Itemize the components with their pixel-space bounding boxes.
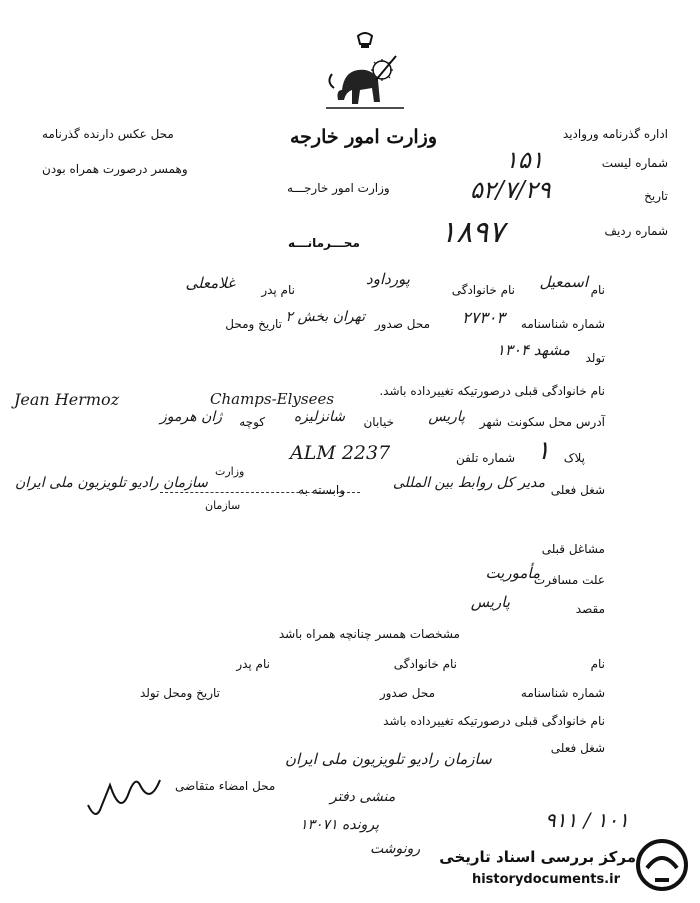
row-number-label: شماره ردیف <box>604 224 668 238</box>
first-name-label: نام <box>590 283 605 297</box>
ministry-label: وزارت <box>215 465 245 478</box>
ministry-subtitle: وزارت امور خارجـــه <box>287 181 390 195</box>
first-name-value: اسمعیل <box>539 273 588 291</box>
companion-heading: مشخصات همسر چنانچه همراه باشد <box>278 627 460 641</box>
travel-purpose-value: مأموریت <box>485 564 540 582</box>
dependent-label: وابسته به <box>298 483 345 497</box>
alley-label: کوچه <box>239 415 265 429</box>
signature-label: محل امضاء متقاضی <box>175 779 276 793</box>
companion-issue-label: محل صدور <box>379 686 435 700</box>
destination-value: پاریس <box>470 593 510 611</box>
companion-father-label: نام پدر <box>236 657 270 671</box>
companion-family-label: نام خانوادگی <box>393 657 457 671</box>
date-value: ۵۲/۷/۲۹ <box>470 176 551 204</box>
applicant-signature <box>80 765 175 825</box>
previous-jobs-label: مشاغل قبلی <box>541 542 605 556</box>
watermark-url: historydocuments.ir <box>471 872 620 887</box>
row-number-value: ۱۸۹۷ <box>440 215 505 250</box>
footer-note-1: سازمان رادیو تلویزیون ملی ایران <box>285 750 492 768</box>
phone-label: شماره تلفن <box>455 451 515 465</box>
archive-logo-icon <box>635 838 690 893</box>
companion-id-label: شماره شناسنامه <box>520 686 605 700</box>
plate-value: ۱ <box>536 436 550 466</box>
birth-label: تولد <box>585 351 605 365</box>
office-label: اداره گذرنامه وروادید <box>562 127 668 141</box>
companion-name-label: نام <box>590 657 605 671</box>
list-number-label: شماره لیست <box>601 156 668 170</box>
organization-label: سازمان <box>205 499 241 512</box>
companion-photo-label: وهمسر درصورت همراه بودن <box>42 162 188 176</box>
travel-purpose-label: علت مسافرت <box>533 573 605 587</box>
footer-note-2: منشی دفتر <box>330 789 396 805</box>
city-value: پاریس <box>428 409 465 425</box>
alley-value: ژان هرموز <box>160 409 222 425</box>
family-name-value: پورداود <box>366 270 410 288</box>
companion-prev-family-label: نام خانوادگی قبلی درصورتیکه تغییرداده باشد <box>383 714 605 728</box>
city-label: شهر <box>479 415 502 429</box>
address-label: آدرس محل سکونت <box>506 415 605 429</box>
footer-note-4: رونوشت <box>370 841 421 857</box>
issue-place-value: تهران بخش ۲ <box>285 309 365 325</box>
confidential-label: محـــرمانـــه <box>288 236 360 250</box>
birth-value: مشهد ۱۳۰۴ <box>496 341 570 359</box>
current-job-value: مدیر کل روابط بین المللی <box>392 475 545 491</box>
phone-value: ALM 2237 <box>290 442 391 464</box>
date-label: تاریخ <box>644 189 668 203</box>
father-name-value: غلامعلی <box>185 274 235 292</box>
issue-place-label: محل صدور <box>374 317 430 331</box>
watermark-persian: مرکز بررسی اسناد تاریخی <box>439 848 636 866</box>
ministry-line <box>160 492 360 493</box>
ministry-value: سازمان رادیو تلویزیون ملی ایران <box>15 475 208 491</box>
lion-and-sun-emblem-icon <box>320 30 410 115</box>
companion-birth-label: تاریخ ومحل تولد <box>139 686 220 700</box>
ministry-title: وزارت امور خارجه <box>290 126 438 148</box>
footer-note-3: پرونده ۱۳۰۷۱ <box>300 817 380 833</box>
list-number-value: ۱۵۱ <box>505 146 544 174</box>
current-job-label: شغل فعلی <box>550 483 605 497</box>
photo-place-label: محل عکس دارنده گذرنامه <box>42 127 174 141</box>
father-name-label: نام پدر <box>261 283 295 297</box>
companion-job-label: شغل فعلی <box>550 741 605 755</box>
address-latin-2: Champs-Elysees <box>210 390 335 408</box>
street-label: خیابان <box>363 415 394 429</box>
birth-date-place-label: تاریخ ومحل <box>225 317 282 331</box>
stamp-number: ۹۱۱ / ۱۰۱ <box>545 808 629 832</box>
plate-label: پلاک <box>563 451 585 465</box>
previous-family-label: نام خانوادگی قبلی درصورتیکه تغییرداده باشد. <box>379 384 605 398</box>
id-number-label: شماره شناسنامه <box>520 317 605 331</box>
id-number-value: ۲۷۳۰۳ <box>462 308 505 327</box>
destination-label: مقصد <box>575 602 605 616</box>
family-name-label: نام خانوادگی <box>451 283 515 297</box>
street-value: شانزلیزه <box>293 409 345 425</box>
address-latin-1: Jean Hermoz <box>14 390 120 409</box>
